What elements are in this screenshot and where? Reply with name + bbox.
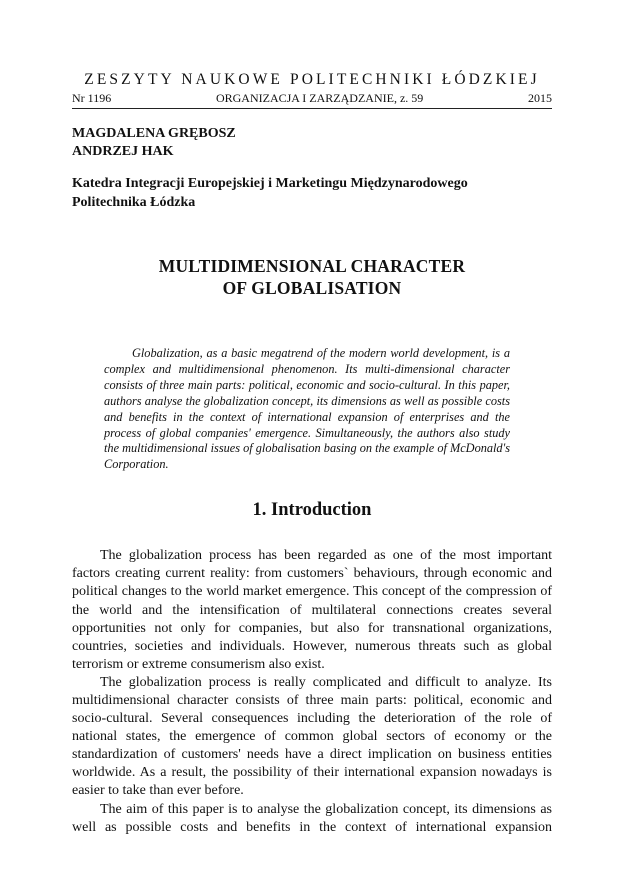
paper-title-line: MULTIDIMENSIONAL CHARACTER xyxy=(158,256,466,276)
issue-series: ORGANIZACJA I ZARZĄDZANIE, z. 59 xyxy=(215,91,424,105)
abstract-text: Globalization, as a basic megatrend of the modern world development, is a complex and multidimensional phenomenon. Its multi-dimensional character consists of three main parts: political, economic and socio-cultural. In this paper, authors analyse the globalization concept, its dimensions as well as possible costs and benefits in the context of international expansion of enterprises and the process of global companies' emergence. Simultaneously, the authors also study the multidimensional issues of globalisation basing on the example of McDonald's Corporation. xyxy=(104,346,510,472)
body-paragraph: The globalization process has been regarded as one of the most important factors creating current reality: from customers` behaviours, through economic and political changes to the world market emergence. This concept of the compression of the world and the intensification of multilateral connections creates several opportunities not only for companies, but also for transnational organizations, countries, societies and individuals. However, numerous threats such as global terrorism or extreme consumerism also exist. xyxy=(72,548,552,672)
affiliation-university: Politechnika Łódzka xyxy=(72,195,196,210)
affiliation xyxy=(72,174,552,212)
body-paragraph: The aim of this paper is to analyse the globalization concept, its dimensions as well as possible costs and benefits in the context of international expansion xyxy=(72,801,552,835)
author-name: MAGDALENA GRĘBOSZ xyxy=(72,126,236,141)
author-name: ANDRZEJ HAK xyxy=(72,144,174,159)
authors xyxy=(72,125,552,161)
page xyxy=(72,70,552,837)
paper-title xyxy=(72,255,552,299)
issue-number: Nr 1196 xyxy=(72,91,112,105)
section-heading: 1. Introduction xyxy=(252,500,372,521)
issue-line xyxy=(72,91,552,109)
section-body xyxy=(72,547,552,837)
journal-name: ZESZYTY NAUKOWE POLITECHNIKI ŁÓDZKIEJ xyxy=(84,71,540,88)
affiliation-department: Katedra Integracji Europejskiej i Marketingu Międzynarodowego xyxy=(72,176,468,191)
abstract xyxy=(104,346,510,473)
paper-title-line: OF GLOBALISATION xyxy=(222,278,402,298)
issue-year: 2015 xyxy=(528,91,552,105)
body-paragraph: The globalization process is really complicated and difficult to analyze. Its multidimensional character consists of three main parts: political, economic and socio-cultural. Several consequences including the deterioration of the role of national states, the emergence of common global sectors of economy or the standardization of customers' needs have a direct implication on business entities worldwide. As a result, the possibility of their international expansion nowadays is easier to take than ever before. xyxy=(72,674,552,799)
